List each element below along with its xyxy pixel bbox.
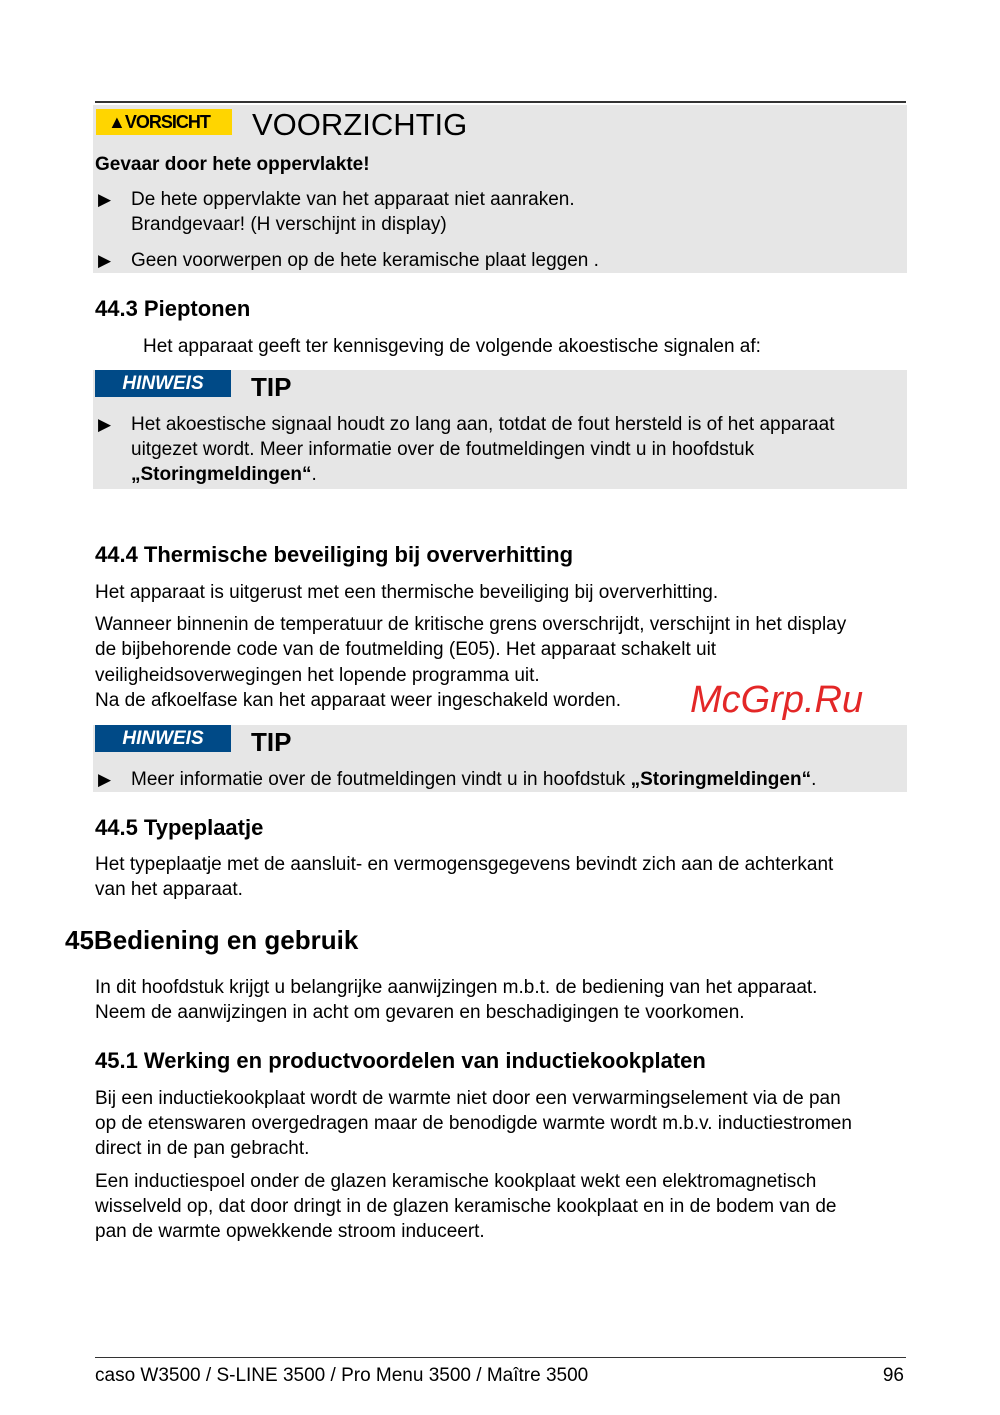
- paragraph-line: In dit hoofdstuk krijgt u belangrijke aanwijzingen m.b.t. de bediening van het apparaat.: [95, 977, 818, 998]
- chapter-heading: 45Bediening en gebruik: [65, 925, 359, 955]
- tip-line: Het akoestische signaal houdt zo lang aan, totdat de fout hersteld is of het apparaat: [131, 414, 835, 435]
- bullet-arrow-icon: ▶: [98, 770, 112, 789]
- punct: .: [811, 769, 817, 790]
- bullet-arrow-icon: ▶: [98, 190, 112, 209]
- paragraph-line: van het apparaat.: [95, 879, 243, 900]
- section-heading: 44.3 Pieptonen: [95, 296, 251, 321]
- caution-subtitle: Gevaar door hete oppervlakte!: [95, 154, 370, 175]
- paragraph-line: op de etenswaren overgedragen maar de benodigde warmte wordt m.b.v. inductiestromen: [95, 1113, 852, 1134]
- tip-line: [131, 462, 317, 487]
- footer-rule: [95, 1357, 906, 1358]
- bullet-arrow-icon: ▶: [98, 415, 112, 434]
- hinweis-badge: HINWEIS: [95, 370, 231, 397]
- paragraph-line: Een inductiespoel onder de glazen keramische kookplaat wekt een elektromagnetisch: [95, 1171, 817, 1192]
- paragraph-line: Na de afkoelfase kan het apparaat weer ingeschakeld worden.: [95, 690, 622, 711]
- section-heading: 45.1 Werking en productvoordelen van inductiekookplaten: [95, 1048, 706, 1073]
- section-heading: 44.5 Typeplaatje: [95, 815, 264, 840]
- top-rule: [95, 101, 906, 103]
- chapter-ref: „Storingmeldingen“: [131, 464, 312, 485]
- paragraph-line: Neem de aanwijzingen in acht om gevaren en beschadigingen te voorkomen.: [95, 1002, 745, 1023]
- bullet-arrow-icon: ▶: [98, 251, 112, 270]
- caution-badge: [96, 109, 232, 135]
- paragraph-line: direct in de pan gebracht.: [95, 1138, 310, 1159]
- tip-title: TIP: [251, 372, 292, 402]
- paragraph-line: Wanneer binnenin de temperatuur de kritische grens overschrijdt, verschijnt in het display: [95, 614, 847, 635]
- tip-title: TIP: [251, 727, 292, 757]
- warning-icon: ▲: [108, 112, 125, 132]
- caution-item: Brandgevaar! (H verschijnt in display): [131, 214, 447, 235]
- hinweis-badge: HINWEIS: [95, 725, 231, 752]
- paragraph-line: de bijbehorende code van de foutmelding (E05). Het apparaat schakelt uit: [95, 639, 717, 660]
- paragraph-line: pan de warmte opwekkende stroom induceert.: [95, 1221, 485, 1242]
- paragraph-line: Bij een inductiekookplaat wordt de warmte niet door een verwarmingselement via de pan: [95, 1088, 841, 1109]
- tip-line: uitgezet wordt. Meer informatie over de foutmeldingen vindt u in hoofdstuk: [131, 439, 755, 460]
- paragraph: Het apparaat geeft ter kennisgeving de volgende akoestische signalen af:: [143, 336, 761, 357]
- paragraph-line: wisselveld op, dat door dringt in de glazen keramische kookplaat en in de bodem van de: [95, 1196, 837, 1217]
- page-number: 96: [882, 1365, 904, 1386]
- caution-item: Geen voorwerpen op de hete keramische plaat leggen .: [131, 250, 599, 271]
- section-heading: 44.4 Thermische beveiliging bij oververhitting: [95, 542, 574, 567]
- chapter-ref: „Storingmeldingen“: [630, 769, 812, 790]
- caution-badge-label: VORSICHT: [124, 112, 210, 132]
- watermark: McGrp.Ru: [690, 679, 864, 721]
- paragraph-line: Het typeplaatje met de aansluit- en vermogensgegevens bevindt zich aan de achterkant: [95, 854, 834, 875]
- paragraph: Het apparaat is uitgerust met een thermische beveiliging bij oververhitting.: [95, 582, 719, 603]
- paragraph-line: veiligheidsoverwegingen het lopende programma uit.: [95, 665, 540, 686]
- footer-text: caso W3500 / S-LINE 3500 / Pro Menu 3500 / Maître 3500: [95, 1365, 589, 1386]
- tip-text: Meer informatie over de foutmeldingen vindt u in hoofdstuk: [131, 769, 631, 790]
- punct: .: [311, 464, 317, 485]
- tip-line: [131, 767, 816, 792]
- caution-title: VOORZICHTIG: [252, 107, 468, 142]
- caution-item: De hete oppervlakte van het apparaat niet aanraken.: [131, 189, 575, 210]
